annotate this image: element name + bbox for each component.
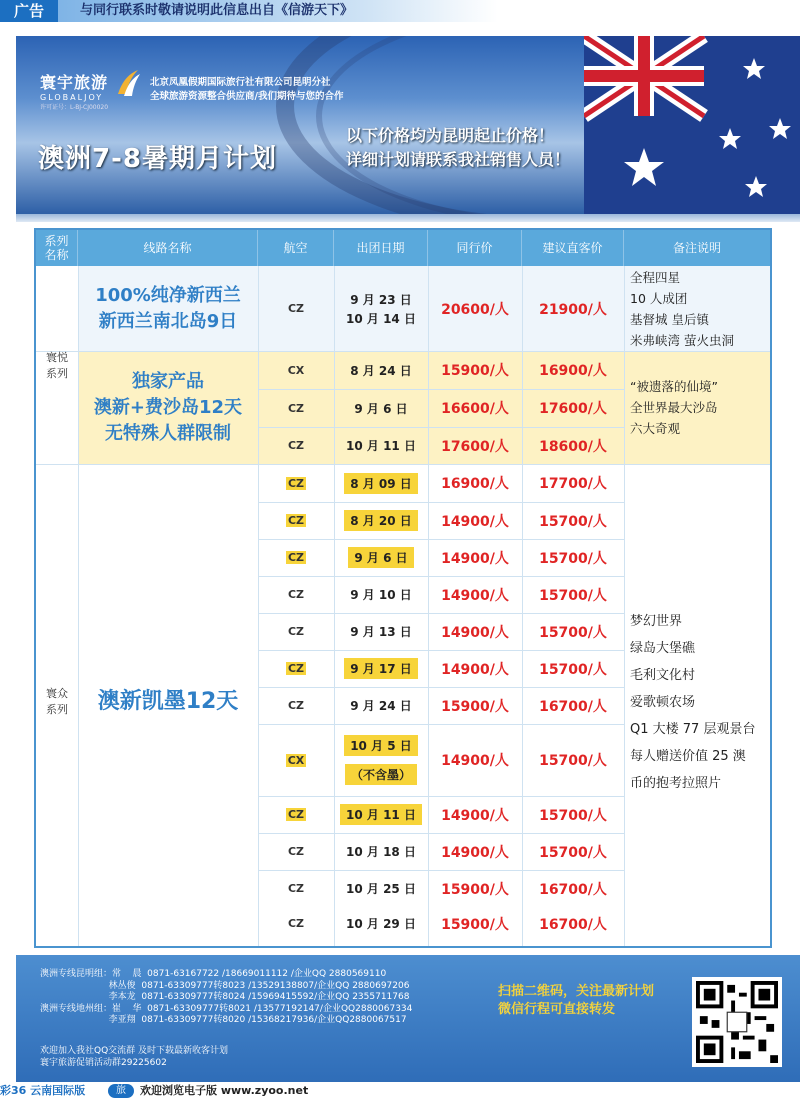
airline-code: CZ bbox=[287, 882, 305, 895]
notes-1-line: 基督城 皇后镇 bbox=[630, 311, 709, 327]
travel-badge-icon: 旅 bbox=[108, 1084, 134, 1098]
route-2 bbox=[78, 351, 258, 464]
retail-price-cell bbox=[522, 427, 624, 464]
date-cell bbox=[334, 464, 428, 502]
peer-price: 17600/人 bbox=[441, 438, 509, 455]
airline-code: CZ bbox=[287, 514, 305, 527]
th-date: 出团日期 bbox=[334, 230, 428, 266]
peer-price: 16600/人 bbox=[441, 401, 509, 417]
notes-2-line: 全世界最大沙岛 bbox=[630, 400, 718, 415]
airline-cell bbox=[258, 724, 334, 796]
airline-code: CZ bbox=[287, 439, 305, 452]
retail-price-cell bbox=[522, 266, 624, 351]
qq-group-info bbox=[40, 1045, 228, 1069]
th-series: 系列名称 bbox=[36, 230, 78, 266]
date-cell bbox=[334, 539, 428, 576]
peer-price-cell bbox=[428, 650, 522, 687]
series-2-text: 寰众系列 bbox=[46, 687, 68, 716]
peer-price-cell bbox=[428, 796, 522, 833]
date-extra: 10 月 14 日 bbox=[346, 311, 416, 326]
airline-code: CZ bbox=[287, 302, 305, 315]
date-cell bbox=[334, 796, 428, 833]
date-cell bbox=[334, 266, 428, 351]
airline-code: CZ bbox=[287, 808, 305, 821]
price-table bbox=[34, 228, 772, 948]
retail-price-cell bbox=[522, 576, 624, 613]
retail-price: 16700/人 bbox=[539, 881, 607, 898]
scan-line-1: 扫描二维码，关注最新计划 bbox=[498, 984, 655, 999]
page-number: 彩36 云南国际版 bbox=[0, 1084, 86, 1097]
airline-cell bbox=[258, 687, 334, 724]
date-cell bbox=[334, 389, 428, 427]
route-1 bbox=[78, 266, 258, 351]
page-title: 澳洲7-8暑期月计划 bbox=[38, 144, 277, 174]
peer-price: 15900/人 bbox=[441, 698, 509, 715]
retail-price: 16700/人 bbox=[539, 698, 607, 715]
company-slogan: 全球旅游资源整合供应商/我们期待与您的合作 bbox=[150, 91, 344, 102]
retail-price-cell bbox=[522, 796, 624, 833]
th-route: 线路名称 bbox=[78, 230, 258, 266]
ad-tag: 广告 bbox=[0, 0, 58, 22]
retail-price: 15700/人 bbox=[539, 587, 607, 604]
license-number: 许可证号：L-BJ-CJ00020 bbox=[40, 104, 109, 111]
airline-cell bbox=[258, 833, 334, 870]
airline-cell bbox=[258, 427, 334, 464]
peer-price: 14900/人 bbox=[441, 513, 509, 530]
peer-price: 20600/人 bbox=[441, 301, 509, 318]
route-2-line-1: 独家产品 bbox=[132, 370, 204, 392]
retail-price-cell bbox=[522, 870, 624, 907]
peer-price: 14900/人 bbox=[441, 550, 509, 567]
grid-line bbox=[624, 266, 625, 946]
th-retail-price: 建议直客价 bbox=[522, 230, 624, 266]
date-value: 8 月 09 日 bbox=[344, 473, 418, 494]
airline-cell bbox=[258, 576, 334, 613]
date-value: 9 月 10 日 bbox=[350, 588, 412, 602]
date-value: 10 月 25 日 bbox=[346, 882, 416, 896]
route-3-line-1: 澳新凯墨12天 bbox=[97, 689, 239, 714]
airline-cell bbox=[258, 464, 334, 502]
date-cell bbox=[334, 502, 428, 539]
join-line-2: 寰宇旅游促销活动群29225602 bbox=[40, 1058, 167, 1068]
peer-price-cell bbox=[428, 907, 522, 940]
subtitle-line-2: 详细计划请联系我社销售人员！ bbox=[346, 150, 571, 169]
page-footer bbox=[0, 1082, 800, 1100]
airline-cell bbox=[258, 502, 334, 539]
airline-code: CZ bbox=[287, 917, 305, 930]
banner-divider bbox=[16, 214, 800, 222]
peer-price-cell bbox=[428, 464, 522, 502]
retail-price: 18600/人 bbox=[539, 438, 607, 455]
airline-cell bbox=[258, 266, 334, 351]
airline-cell bbox=[258, 351, 334, 389]
qr-code-icon[interactable] bbox=[692, 977, 782, 1067]
date-cell bbox=[334, 613, 428, 650]
peer-price: 14900/人 bbox=[441, 624, 509, 641]
retail-price-cell bbox=[522, 502, 624, 539]
notes-3-line: 毛利文化村 bbox=[630, 667, 696, 683]
australia-flag-icon bbox=[584, 36, 800, 214]
banner bbox=[16, 36, 800, 214]
peer-price: 14900/人 bbox=[441, 753, 509, 769]
airline-cell bbox=[258, 613, 334, 650]
peer-price-cell bbox=[428, 613, 522, 650]
date-extra: （不含墨） bbox=[345, 764, 417, 785]
date-value: 10 月 5 日 bbox=[344, 735, 418, 756]
notes-1 bbox=[630, 266, 770, 351]
retail-price: 16900/人 bbox=[539, 363, 607, 379]
route-1-line-1: 100%纯净新西兰 bbox=[95, 284, 241, 306]
ad-bar bbox=[0, 0, 800, 22]
airline-cell bbox=[258, 539, 334, 576]
logo-cn: 寰宇旅游 bbox=[40, 73, 109, 92]
retail-price-cell bbox=[522, 833, 624, 870]
join-line-1: 欢迎加入我社QQ交流群 及时下载最新收客计划 bbox=[40, 1046, 229, 1056]
retail-price: 15700/人 bbox=[539, 550, 607, 567]
peer-price: 15900/人 bbox=[441, 363, 509, 379]
date-cell bbox=[334, 907, 428, 940]
peer-price: 15900/人 bbox=[441, 916, 509, 933]
logo-en: GLOBALJOY bbox=[40, 93, 104, 102]
peer-price: 16900/人 bbox=[441, 476, 509, 492]
retail-price-cell bbox=[522, 650, 624, 687]
airline-cell bbox=[258, 907, 334, 940]
retail-price-cell bbox=[522, 389, 624, 427]
route-2-line-3: 无特殊人群限制 bbox=[105, 422, 231, 444]
airline-cell bbox=[258, 796, 334, 833]
retail-price-cell bbox=[522, 613, 624, 650]
date-value: 10 月 11 日 bbox=[340, 804, 422, 825]
airline-code: CZ bbox=[287, 551, 305, 564]
notes-3-line: 绿岛大堡礁 bbox=[630, 640, 696, 656]
peer-price-cell bbox=[428, 266, 522, 351]
retail-price-cell bbox=[522, 351, 624, 389]
logo-mark-icon bbox=[114, 66, 142, 98]
route-2-line-2: 澳新+费沙岛12天 bbox=[93, 396, 243, 418]
airline-code: CZ bbox=[287, 625, 305, 638]
route-1-line-2: 新西兰南北岛9日 bbox=[98, 310, 238, 332]
peer-price-cell bbox=[428, 833, 522, 870]
th-notes: 备注说明 bbox=[672, 241, 721, 255]
notes-3 bbox=[630, 464, 770, 940]
notes-2-line: “被遗落的仙境” bbox=[630, 379, 718, 394]
peer-price-cell bbox=[428, 576, 522, 613]
series-2-label bbox=[36, 680, 78, 724]
th-airline: 航空 bbox=[258, 230, 334, 266]
airline-cell bbox=[258, 389, 334, 427]
notes-3-line: 每人赠送价值 25 澳 bbox=[630, 748, 746, 764]
retail-price: 21900/人 bbox=[539, 301, 607, 318]
date-value: 9 月 13 日 bbox=[350, 625, 412, 639]
date-cell bbox=[334, 687, 428, 724]
date-cell bbox=[334, 650, 428, 687]
notes-1-line: 米弗峡湾 萤火虫洞 bbox=[630, 332, 734, 348]
retail-price-cell bbox=[522, 724, 624, 796]
notes-2 bbox=[630, 351, 770, 464]
airline-code: CX bbox=[287, 363, 305, 377]
series-1-label bbox=[36, 351, 78, 381]
peer-price: 14900/人 bbox=[441, 807, 509, 824]
retail-price: 15700/人 bbox=[539, 624, 607, 641]
notes-3-line: 梦幻世界 bbox=[630, 613, 683, 629]
retail-price-cell bbox=[522, 539, 624, 576]
retail-price-cell bbox=[522, 464, 624, 502]
peer-price-cell bbox=[428, 351, 522, 389]
date-cell bbox=[334, 724, 428, 796]
retail-price-cell bbox=[522, 687, 624, 724]
airline-code: CZ bbox=[287, 699, 305, 712]
date-value: 10 月 29 日 bbox=[346, 917, 416, 931]
date-cell bbox=[334, 351, 428, 389]
website-link[interactable]: 欢迎浏览电子版 www.zyoo.net bbox=[140, 1084, 309, 1097]
airline-cell bbox=[258, 650, 334, 687]
airline-code: CZ bbox=[287, 845, 305, 858]
notes-1-line: 全程四星 bbox=[630, 269, 681, 285]
airline-code: CZ bbox=[287, 588, 305, 601]
peer-price: 14900/人 bbox=[441, 587, 509, 604]
contact-list: 澳洲专线昆明组：常 晨 0871-63167722 /18669011112 /企业QQ 2880569110 林丛俊 0871-63309777转8023 /13529138807/企业QQ 2880697206 李本龙 0871-63309777转8024 /15969415592/企业QQ 2355711768 澳洲专线地州组：崔 华 0871-63309777转8021 /13577192147/企业QQ2880067334 李亚翔 0871-63309777转8020 /15368217936/企业QQ2880067517 bbox=[40, 969, 413, 1025]
airline-cell bbox=[258, 870, 334, 907]
peer-price-cell bbox=[428, 502, 522, 539]
peer-price-cell bbox=[428, 687, 522, 724]
airline-code: CX bbox=[287, 753, 305, 767]
company-name: 北京凤凰假期国际旅行社有限公司昆明分社 bbox=[150, 77, 331, 88]
date-cell bbox=[334, 870, 428, 907]
date-value: 10 月 18 日 bbox=[346, 845, 416, 859]
notes-2-line: 六大奇观 bbox=[630, 421, 681, 436]
peer-price-cell bbox=[428, 870, 522, 907]
date-value: 9 月 24 日 bbox=[350, 699, 412, 713]
date-value: 9 月 23 日 bbox=[350, 292, 412, 307]
company-info bbox=[150, 76, 343, 104]
notes-3-line: 币的抱考拉照片 bbox=[630, 775, 722, 791]
airline-code: CZ bbox=[287, 401, 305, 415]
route-3 bbox=[78, 464, 258, 940]
subtitle-line-1: 以下价格均为昆明起止价格！ bbox=[346, 126, 555, 145]
date-value: 10 月 11 日 bbox=[346, 439, 416, 453]
ad-notice: 与同行联系时敬请说明此信息出自《信游天下》 bbox=[58, 0, 498, 22]
notes-3-line: Q1 大楼 77 层观景台 bbox=[630, 721, 756, 737]
airline-code: CZ bbox=[287, 662, 305, 675]
peer-price-cell bbox=[428, 539, 522, 576]
date-cell bbox=[334, 833, 428, 870]
peer-price: 14900/人 bbox=[441, 661, 509, 678]
date-cell bbox=[334, 576, 428, 613]
scan-prompt bbox=[498, 983, 654, 1019]
table-header bbox=[36, 230, 770, 266]
retail-price: 15700/人 bbox=[539, 807, 607, 824]
retail-price: 15700/人 bbox=[539, 513, 607, 530]
notes-3-line: 爱歌顿农场 bbox=[630, 694, 696, 710]
footer bbox=[16, 955, 800, 1082]
peer-price-cell bbox=[428, 389, 522, 427]
retail-price: 17700/人 bbox=[539, 476, 607, 492]
peer-price: 15900/人 bbox=[441, 881, 509, 898]
retail-price-cell bbox=[522, 907, 624, 940]
retail-price: 16700/人 bbox=[539, 916, 607, 933]
date-value: 9 月 17 日 bbox=[344, 658, 418, 679]
peer-price-cell bbox=[428, 427, 522, 464]
date-value: 8 月 24 日 bbox=[350, 363, 412, 378]
date-value: 9 月 6 日 bbox=[354, 401, 408, 416]
airline-code: CZ bbox=[287, 476, 305, 490]
th-peer-price: 同行价 bbox=[428, 230, 522, 266]
peer-price: 14900/人 bbox=[441, 844, 509, 861]
series-1-text: 寰悦系列 bbox=[46, 351, 68, 380]
scan-line-2: 微信行程可直接转发 bbox=[498, 1002, 616, 1017]
retail-price: 17600/人 bbox=[539, 401, 607, 417]
qr-pattern bbox=[696, 981, 778, 1063]
retail-price: 15700/人 bbox=[539, 753, 607, 769]
retail-price: 15700/人 bbox=[539, 844, 607, 861]
peer-price-cell bbox=[428, 724, 522, 796]
notes-1-line: 10 人成团 bbox=[630, 290, 688, 306]
date-value: 8 月 20 日 bbox=[344, 510, 418, 531]
retail-price: 15700/人 bbox=[539, 661, 607, 678]
date-value: 9 月 6 日 bbox=[348, 547, 413, 568]
banner-subtitle bbox=[346, 124, 570, 172]
date-cell bbox=[334, 427, 428, 464]
